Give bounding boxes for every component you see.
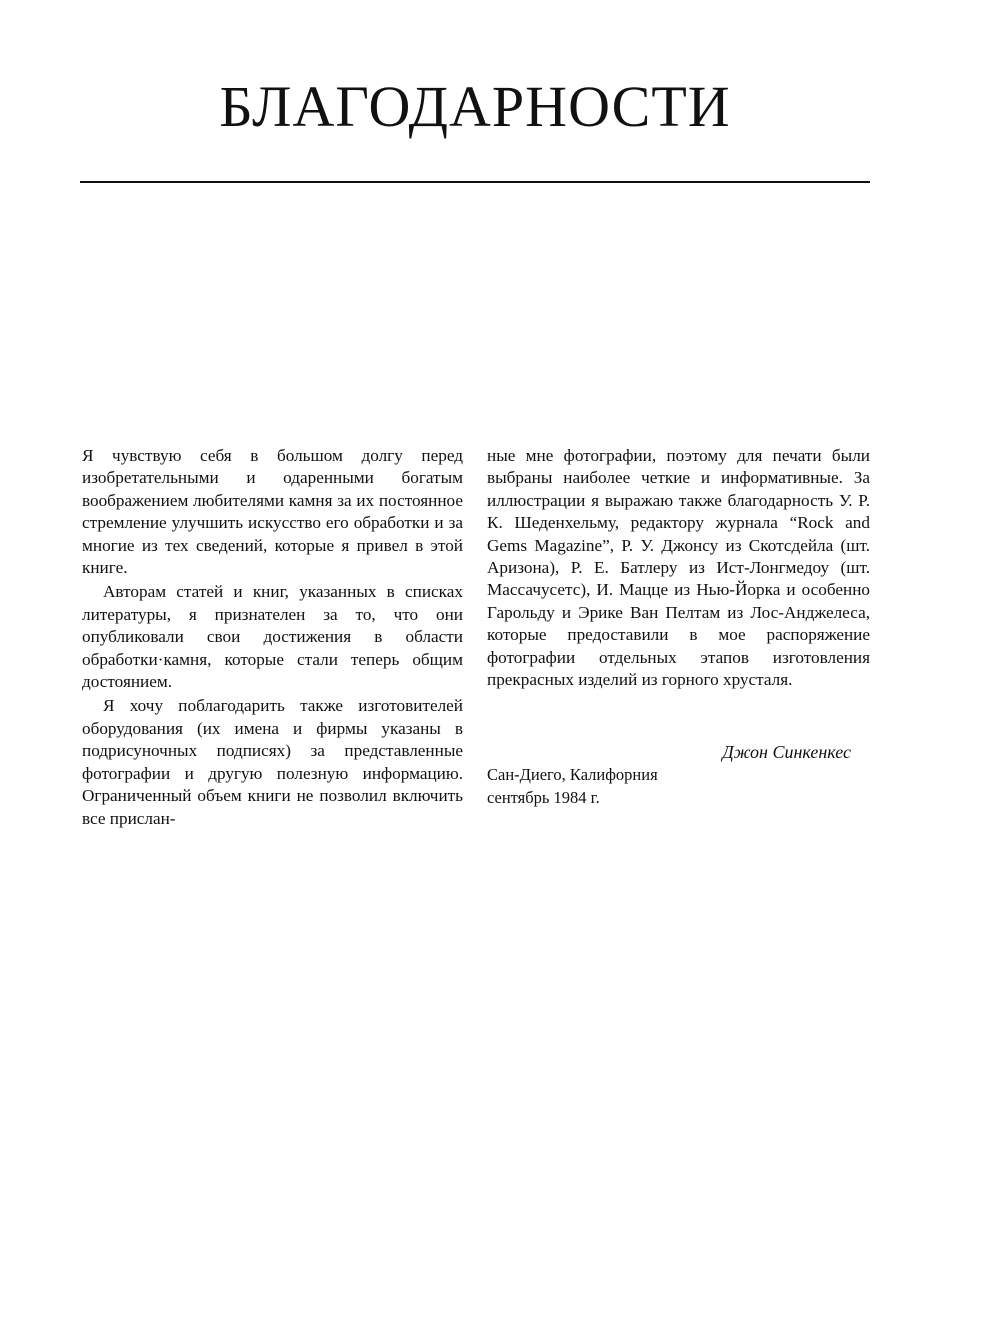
left-column [82,445,463,830]
place-line: Сан-Диего, Калифорния [487,765,658,784]
paragraph-2: Авторам статей и книг, указанных в списках литературы, я признателен за то, что они опубликовали свои достижения в области обработки·камня, которые стали теперь общим достоянием. [82,582,463,692]
title-divider [80,181,870,183]
right-column [487,445,870,691]
date-line: сентябрь 1984 г. [487,787,600,807]
paragraph-3-continuation: ные мне фотографии, поэтому для печати были выбраны наиболее четкие и информативные. За иллюстрации я выражаю также благодарность У. Р. К. Шеденхельму, редактору журнала “Rock and Gems Magazine”, Р. У. Джонсу из Скотсдейла (шт. Аризона), Р. Е. Батлеру из Ист-Лонгмедоу (шт. Массачусетс), И. Мацце из Нью-Йорка и особенно Гарольду и Эрике Ван Пелтам из Лос-Анджелеса, которые предоставили в мое распоряжение фотографии отдельных этапов изготовления прекрасных изделий из горного хрусталя. [487,446,870,690]
page-title: БЛАГОДАРНОСТИ [219,74,731,139]
place-and-date [487,764,658,809]
paragraph-3: Я хочу поблагодарить также изготовителей оборудования (их имена и фирмы указаны в подрисуночных подписях) за представленные фотографии и другую полезную информацию. Ограниченный объем книги не позволил включить все прислан- [82,696,463,828]
author-signature: Джон Синкенкес [722,742,851,762]
paragraph-1: Я чувствую себя в большом долгу перед изобретательными и одаренными богатым воображением любителями камня за их постоянное стремление улучшить искусство его обработки и за многие из тех сведений, которые я привел в этой книге. [82,446,463,578]
